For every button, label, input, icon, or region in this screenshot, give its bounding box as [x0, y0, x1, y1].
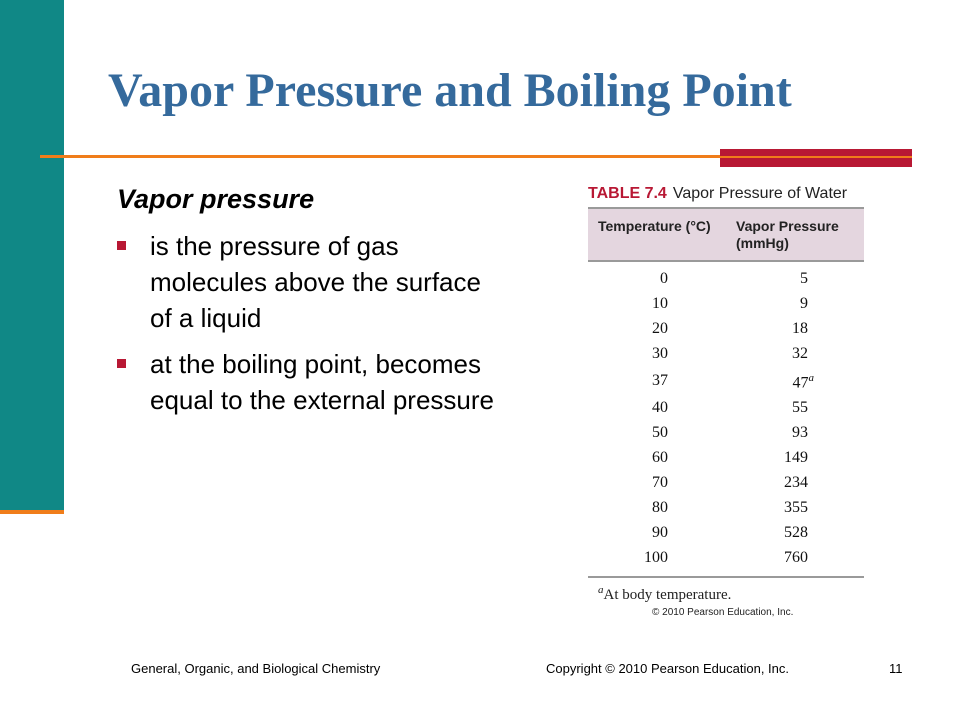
- cell-vapor-pressure: [726, 395, 864, 420]
- cell-temperature: 80: [652, 499, 668, 517]
- subheading: Vapor pressure: [117, 184, 315, 214]
- vapor-pressure-value: 93: [792, 424, 808, 442]
- cell-vapor-pressure: [726, 545, 864, 577]
- cell-vapor-pressure: [726, 495, 864, 520]
- vapor-pressure-value: 355: [784, 499, 808, 517]
- table-row: [588, 420, 864, 445]
- table-row: [588, 520, 864, 545]
- square-bullet-icon: [117, 241, 126, 250]
- table-figure: [588, 184, 868, 634]
- table-body: [588, 261, 864, 577]
- table-row: [588, 470, 864, 495]
- cell-temperature: 40: [652, 399, 668, 417]
- cell-temperature: 90: [652, 524, 668, 542]
- table-row: [588, 316, 864, 341]
- vapor-pressure-value: 760: [784, 549, 808, 567]
- cell-vapor-pressure: [726, 291, 864, 316]
- side-bar-accent: [0, 510, 64, 514]
- cell-vapor-pressure: [726, 261, 864, 291]
- table-footnote: [598, 584, 868, 604]
- vapor-pressure-value: 528: [784, 524, 808, 542]
- cell-vapor-pressure: [726, 445, 864, 470]
- table-header-row: [588, 208, 864, 261]
- vapor-pressure-value: 55: [792, 399, 808, 417]
- cell-temperature: 70: [652, 474, 668, 492]
- cell-vapor-pressure: [726, 520, 864, 545]
- cell-temperature: 60: [652, 449, 668, 467]
- bullet-list: [117, 228, 497, 428]
- vapor-pressure-value: 47: [792, 374, 809, 392]
- cell-temperature: 20: [652, 320, 668, 337]
- cell-vapor-pressure: [726, 341, 864, 366]
- table-row: [588, 366, 864, 395]
- table-row: [588, 545, 864, 577]
- footer-course-title: General, Organic, and Biological Chemistry: [131, 661, 381, 676]
- table-copyright: © 2010 Pearson Education, Inc.: [652, 607, 794, 619]
- table-row: [588, 395, 864, 420]
- footnote-text: At body temperature.: [603, 587, 732, 604]
- table-number: TABLE 7.4: [588, 185, 667, 202]
- cell-vapor-pressure: [726, 366, 864, 395]
- table-row: [588, 445, 864, 470]
- footnote-mark: a: [598, 584, 604, 597]
- vapor-pressure-value: 18: [792, 320, 808, 337]
- table-row: [588, 291, 864, 316]
- footer-copyright: Copyright © 2010 Pearson Education, Inc.: [546, 661, 790, 676]
- title-rule-block-line: [720, 156, 912, 158]
- side-bar: [0, 0, 64, 512]
- table-title: Vapor Pressure of Water: [672, 185, 848, 202]
- page-number: 11: [889, 661, 903, 676]
- cell-temperature: 0: [660, 270, 668, 287]
- footnote-ref: a: [808, 372, 814, 384]
- header-temperature: Temperature (°C): [588, 208, 726, 261]
- header-vapor-pressure: Vapor Pressure (mmHg): [726, 208, 864, 261]
- table-row: [588, 341, 864, 366]
- bullet-text: is the pressure of gas molecules above the surface of a liquid: [150, 231, 481, 333]
- table-row: [588, 495, 864, 520]
- cell-vapor-pressure: [726, 316, 864, 341]
- vapor-pressure-value: 149: [784, 449, 808, 467]
- vapor-pressure-value: 5: [800, 270, 808, 287]
- cell-temperature: 37: [652, 372, 668, 390]
- vapor-pressure-value: 234: [784, 474, 808, 492]
- square-bullet-icon: [117, 359, 126, 368]
- table-row: [588, 261, 864, 291]
- vapor-pressure-table: [588, 207, 864, 578]
- bullet-item: [117, 228, 497, 336]
- vapor-pressure-value: 32: [792, 345, 808, 362]
- title-rule-block: [720, 149, 912, 167]
- slide-title: Vapor Pressure and Boiling Point: [108, 64, 792, 117]
- cell-vapor-pressure: [726, 420, 864, 445]
- cell-temperature: 50: [652, 424, 668, 442]
- vapor-pressure-value: 9: [800, 295, 808, 312]
- table-caption: [588, 184, 868, 203]
- cell-vapor-pressure: [726, 470, 864, 495]
- cell-temperature: 10: [652, 295, 668, 312]
- cell-temperature: 30: [652, 345, 668, 362]
- bullet-text: at the boiling point, becomes equal to the external pressure: [150, 349, 494, 415]
- cell-temperature: 100: [588, 545, 726, 577]
- bullet-item: [117, 346, 497, 418]
